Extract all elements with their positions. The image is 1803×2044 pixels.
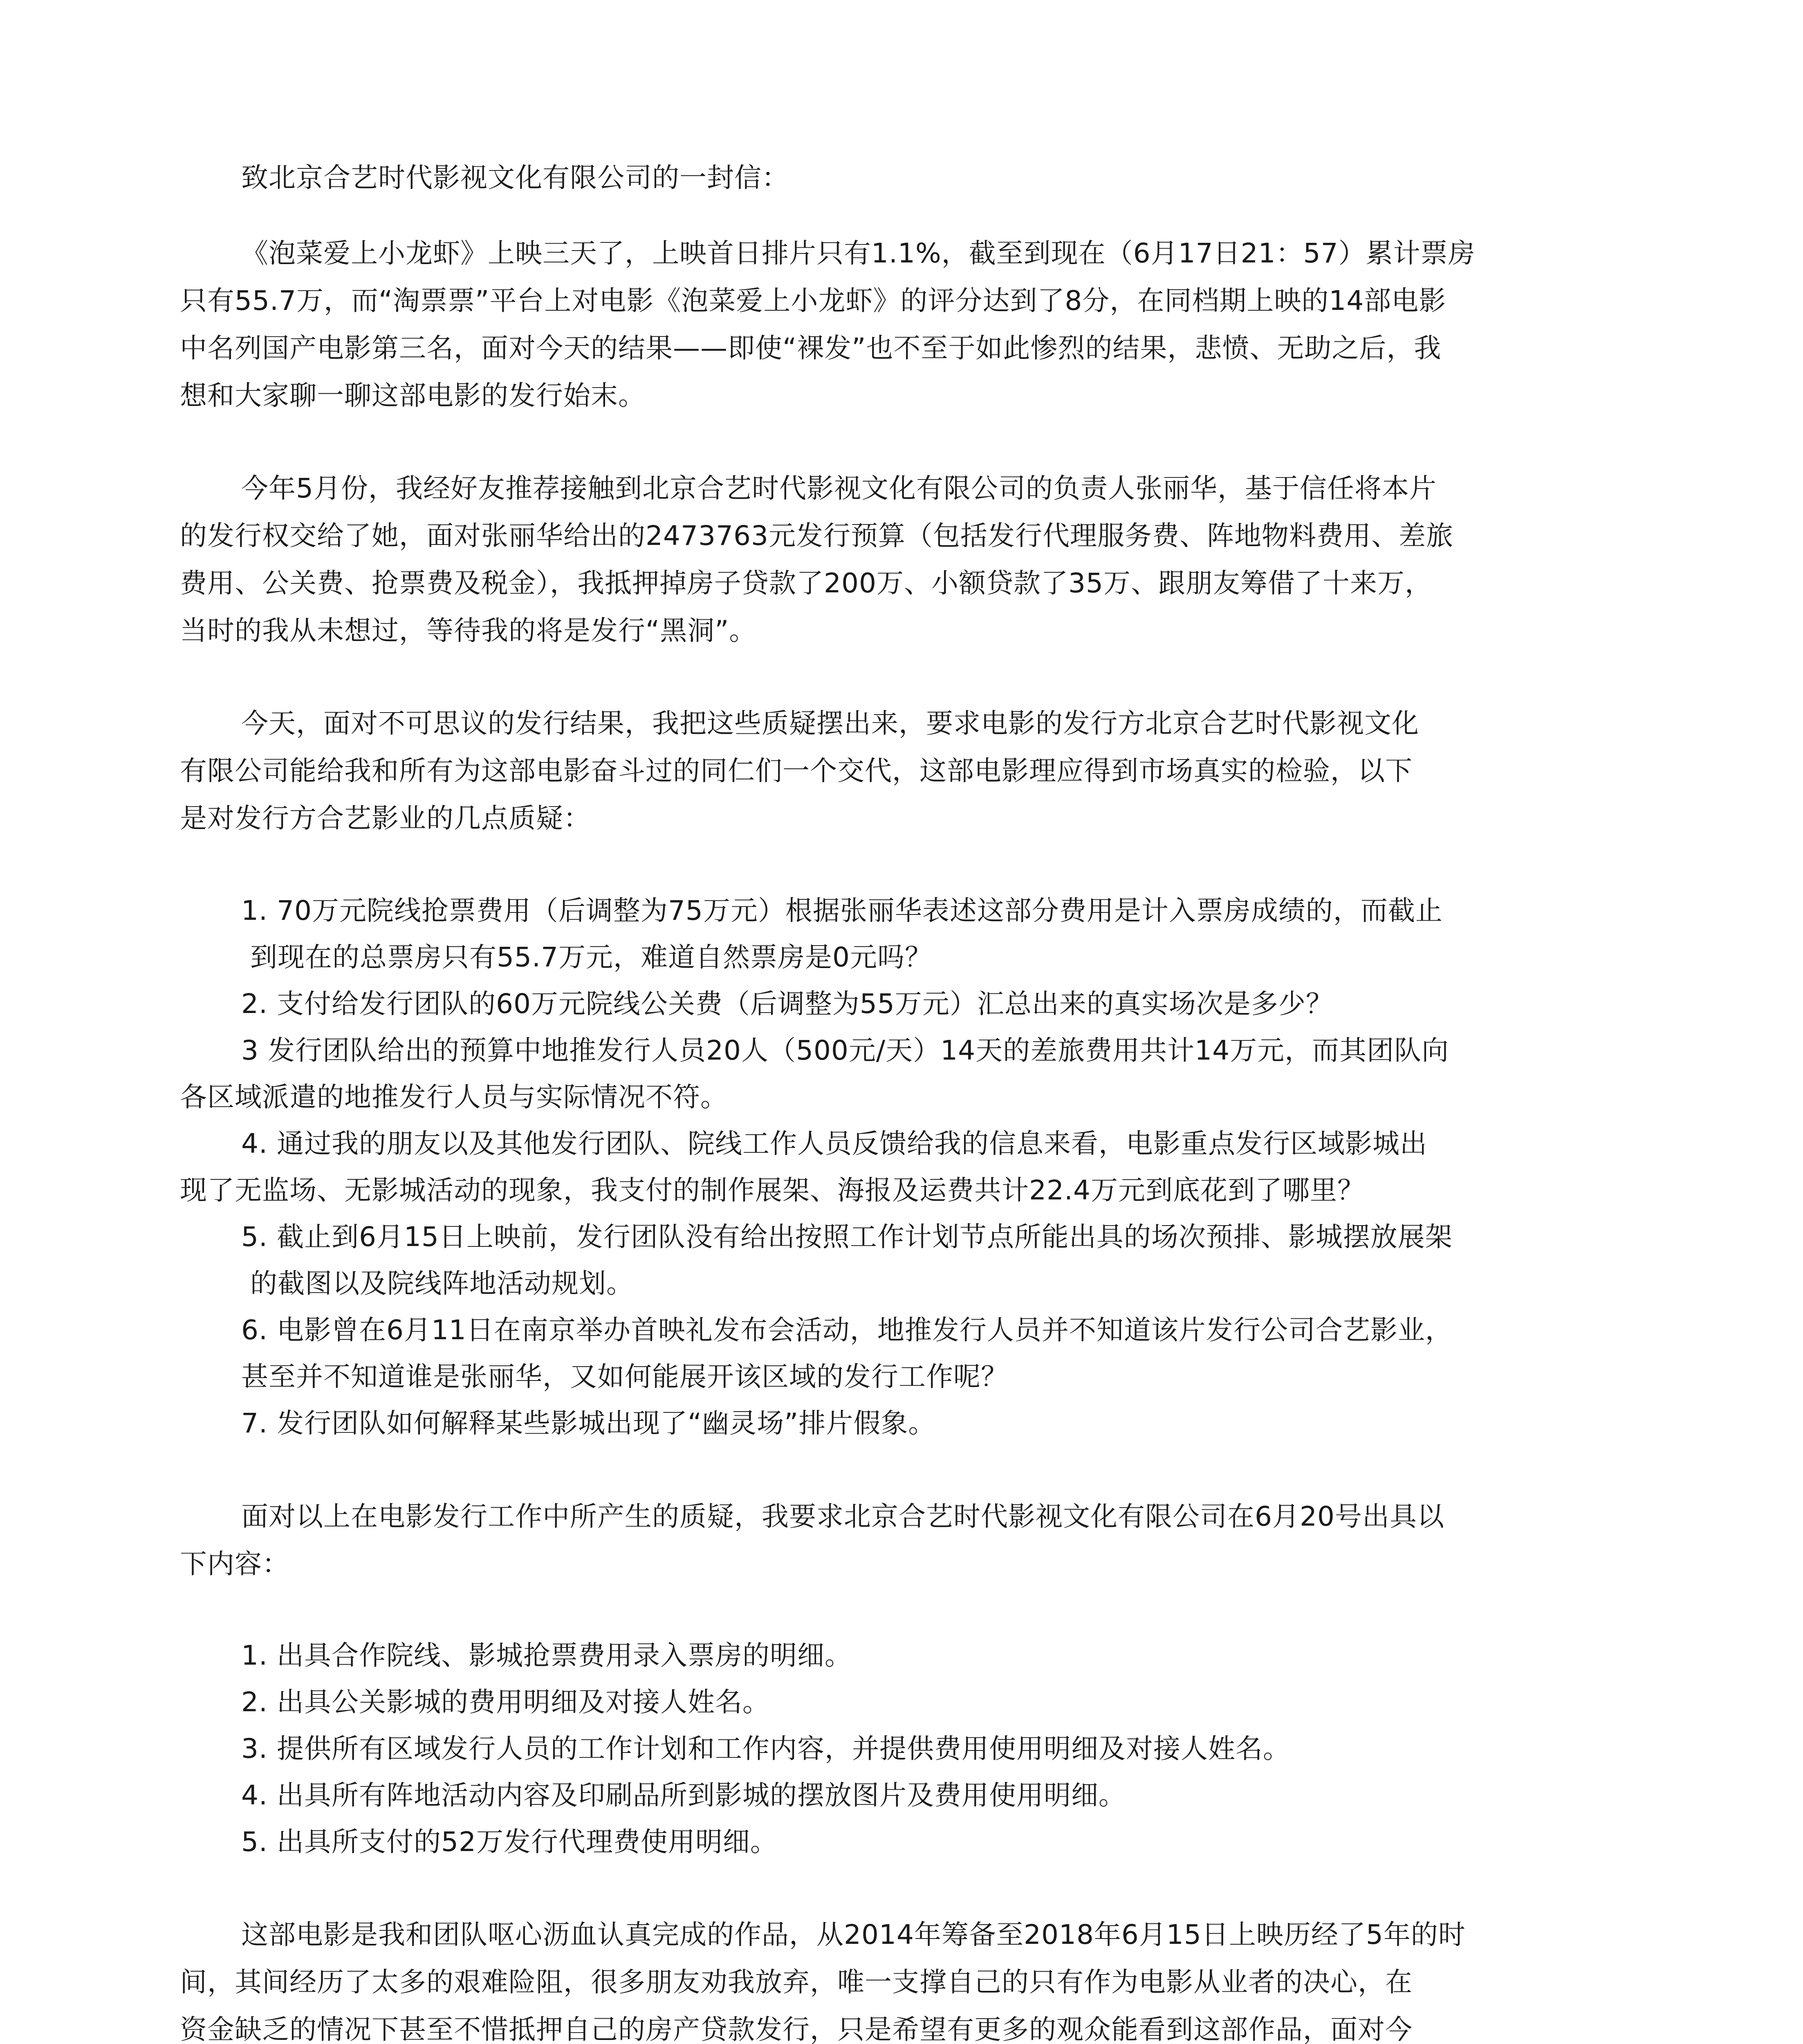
- question-line: 到现在的总票房只有55.7万元，难道自然票房是0元吗？: [250, 941, 932, 973]
- question-line: 1. 70万元院线抢票费用（后调整为75万元）根据张丽华表述这部分费用是计入票房成绩的，而截止: [241, 895, 1443, 926]
- closing-line: 间，其间经历了太多的艰难险阻，很多朋友劝我放弃，唯一支撑自己的只有作为电影从业者的决心，在: [180, 1966, 1413, 1998]
- question-line: 各区域派遣的地推发行人员与实际情况不符。: [180, 1081, 728, 1113]
- closing-line: 资金缺乏的情况下甚至不惜抵押自己的房产贷款发行，只是希望有更多的观众能看到这部作品，面对今: [180, 2014, 1413, 2044]
- paragraph-line: 的发行权交给了她，面对张丽华给出的2473763元发行预算（包括发行代理服务费、阵地物料费用、差旅: [180, 520, 1453, 551]
- question-line: 的截图以及院线阵地活动规划。: [250, 1268, 634, 1299]
- question-line: 7. 发行团队如何解释某些影城出现了“幽灵场”排片假象。: [241, 1407, 936, 1439]
- demand-item: 2. 出具公关影城的费用明细及对接人姓名。: [241, 1686, 770, 1718]
- paragraph-line: 今年5月份，我经好友推荐接触到北京合艺时代影视文化有限公司的负责人张丽华，基于信任将本片: [241, 473, 1437, 504]
- paragraph-line: 有限公司能给我和所有为这部电影奋斗过的同仁们一个交代，这部电影理应得到市场真实的检验，以下: [180, 755, 1413, 787]
- question-line: 3 发行团队给出的预算中地推发行人员20人（500元/天）14天的差旅费用共计14万元，而其团队向: [241, 1035, 1449, 1066]
- question-line: 4. 通过我的朋友以及其他发行团队、院线工作人员反馈给我的信息来看，电影重点发行区域影城出: [241, 1128, 1427, 1159]
- paragraph-line: 是对发行方合艺影业的几点质疑：: [180, 802, 591, 834]
- demand-item: 5. 出具所支付的52万发行代理费使用明细。: [241, 1826, 778, 1858]
- demand-item: 4. 出具所有阵地活动内容及印刷品所到影城的摆放图片及费用使用明细。: [241, 1780, 1126, 1811]
- question-line: 2. 支付给发行团队的60万元院线公关费（后调整为55万元）汇总出来的真实场次是多少？: [241, 988, 1333, 1020]
- paragraph-line: 今天，面对不可思议的发行结果，我把这些质疑摆出来，要求电影的发行方北京合艺时代影视文化: [241, 708, 1419, 739]
- paragraph-line: 想和大家聊一聊这部电影的发行始末。: [180, 380, 646, 411]
- demand-intro-line: 面对以上在电影发行工作中所产生的质疑，我要求北京合艺时代影视文化有限公司在6月20号出具以: [241, 1501, 1444, 1532]
- paragraph-line: 只有55.7万，而“淘票票”平台上对电影《泡菜爱上小龙虾》的评分达到了8分，在同档期上映的14部电影: [180, 285, 1446, 316]
- demand-item: 1. 出具合作院线、影城抢票费用录入票房的明细。: [241, 1640, 852, 1671]
- salutation: 致北京合艺时代影视文化有限公司的一封信：: [241, 162, 789, 193]
- closing-line: 这部电影是我和团队呕心沥血认真完成的作品，从2014年筹备至2018年6月15日上映历经了5年的时: [241, 1919, 1466, 1950]
- demand-item: 3. 提供所有区域发行人员的工作计划和工作内容，并提供费用使用明细及对接人姓名。: [241, 1733, 1290, 1764]
- question-line: 现了无监场、无影城活动的现象，我支付的制作展架、海报及运费共计22.4万元到底花到了哪里？: [180, 1174, 1365, 1206]
- question-line: 5. 截止到6月15日上映前，发行团队没有给出按照工作计划节点所能出具的场次预排、影城摆放展架: [241, 1221, 1453, 1253]
- question-line: 甚至并不知道谁是张丽华，又如何能展开该区域的发行工作呢？: [241, 1361, 1008, 1392]
- paragraph-line: 费用、公关费、抢票费及税金），我抵押掉房子贷款了200万、小额贷款了35万、跟朋友筹借了十来万，: [180, 567, 1432, 599]
- paragraph-line: 《泡菜爱上小龙虾》上映三天了，上映首日排片只有1.1%，截至到现在（6月17日21：57）累计票房: [241, 238, 1476, 269]
- question-line: 6. 电影曾在6月11日在南京举办首映礼发布会活动，地推发行人员并不知道该片发行公司合艺影业，: [241, 1314, 1453, 1346]
- paragraph-line: 当时的我从未想过，等待我的将是发行“黑洞”。: [180, 615, 757, 646]
- paragraph-line: 中名列国产电影第三名，面对今天的结果——即使“裸发”也不至于如此惨烈的结果，悲愤、无助之后，我: [180, 332, 1442, 364]
- demand-intro-line: 下内容：: [180, 1548, 289, 1580]
